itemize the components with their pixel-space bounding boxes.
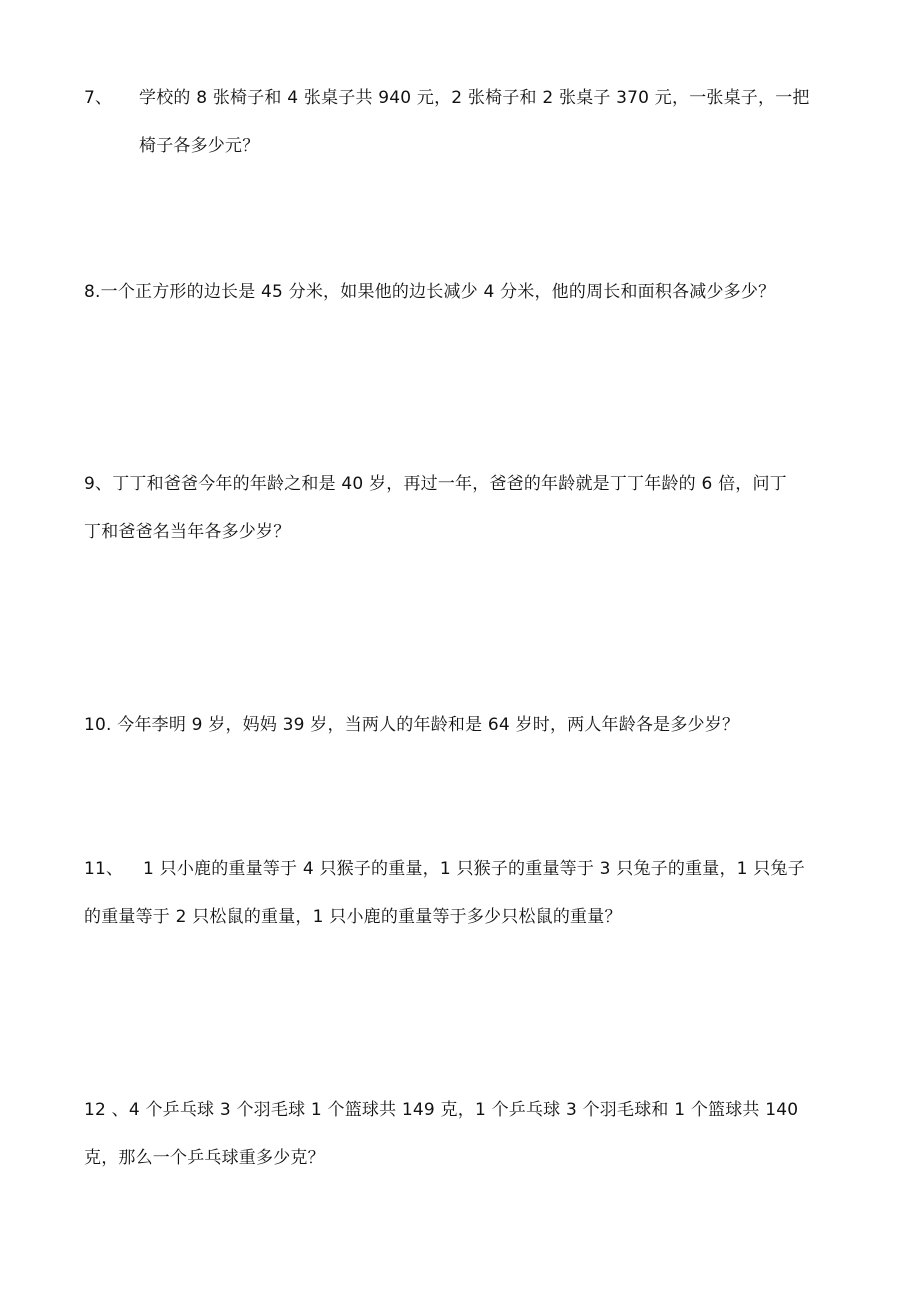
problem-11-number: 11、 — [84, 859, 124, 879]
problem-10-text-line-1: 10. 今年李明 9 岁，妈妈 39 岁，当两人的年龄和是 64 岁时，两人年龄各是多少岁？ — [84, 715, 740, 735]
problem-11-text-line-2: 的重量等于 2 只松鼠的重量，1 只小鹿的重量等于多少只松鼠的重量？ — [84, 907, 622, 927]
problem-7-number: 7、 — [84, 88, 113, 108]
problem-12-text-line-1: 12 、4 个乒乓球 3 个羽毛球 1 个篮球共 149 克，1 个乒乓球 3 个羽毛球和 1 个篮球共 140 — [84, 1100, 799, 1120]
problem-7-text-line-2: 椅子各多少元？ — [139, 136, 260, 156]
problem-9-text-line-1: 9、丁丁和爸爸今年的年龄之和是 40 岁，再过一年，爸爸的年龄就是丁丁年龄的 6 倍，问丁 — [84, 474, 787, 494]
problem-11-text-line-1: 1 只小鹿的重量等于 4 只猴子的重量，1 只猴子的重量等于 3 只兔子的重量，1 只兔子 — [143, 859, 805, 879]
problem-8-text-line-1: 8.一个正方形的边长是 45 分米，如果他的边长减少 4 分米，他的周长和面积各减少多少？ — [84, 282, 776, 302]
problem-7-text-line-1: 学校的 8 张椅子和 4 张桌子共 940 元，2 张椅子和 2 张桌子 370 元，一张桌子，一把 — [139, 88, 810, 108]
problem-12-text-line-2: 克，那么一个乒乓球重多少克？ — [84, 1148, 325, 1168]
problem-9-text-line-2: 丁和爸爸名当年各多少岁？ — [84, 522, 291, 542]
